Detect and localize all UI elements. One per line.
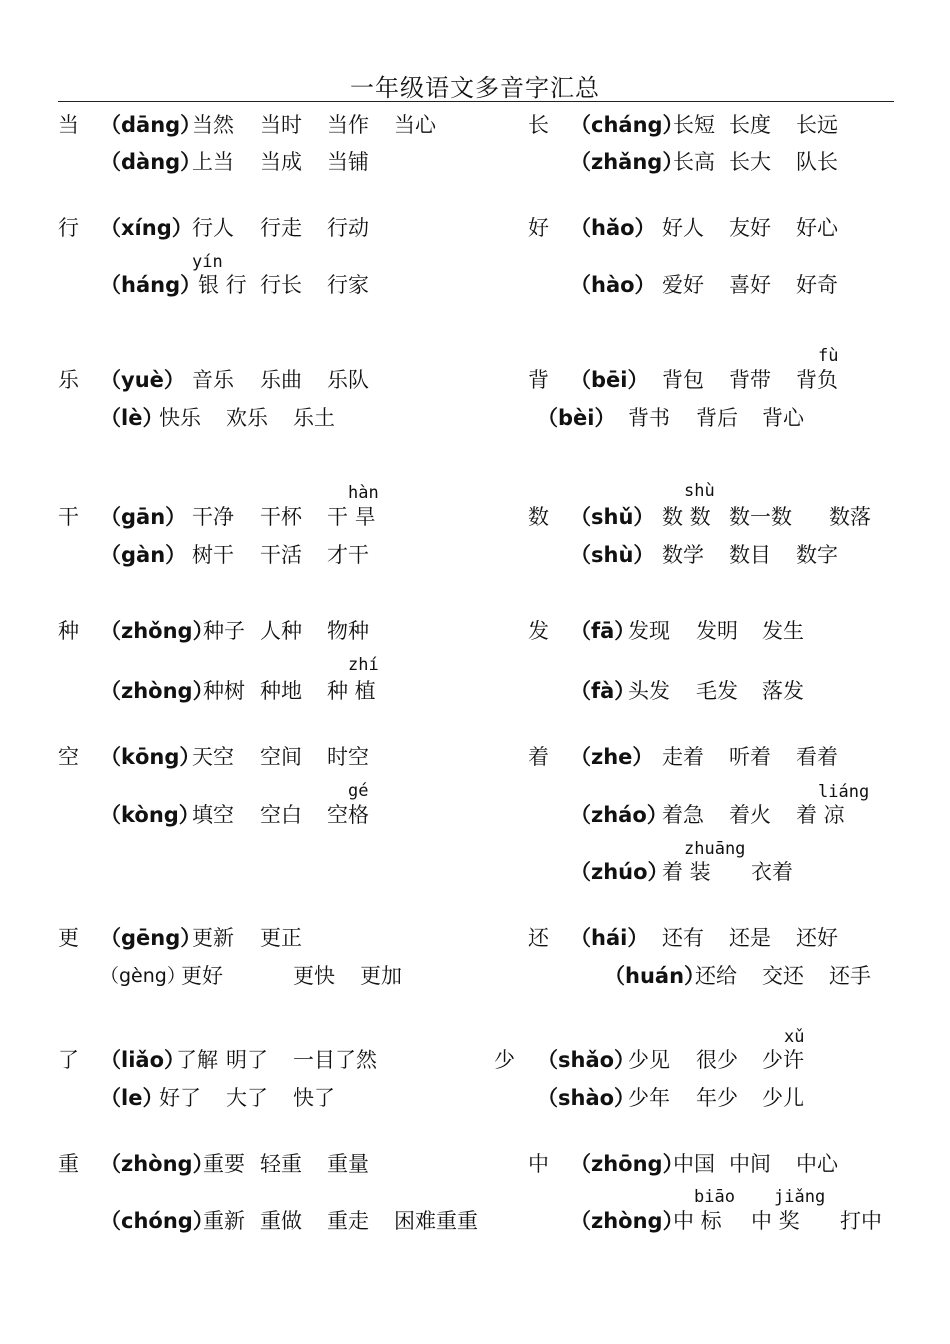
entry-row: [0, 270, 950, 300]
entry-pinyin: （gān）: [100, 505, 187, 529]
entry-word: 行长: [260, 273, 302, 297]
entry-word: 重量: [327, 1152, 369, 1176]
entry-pinyin: （shǎo）: [537, 1048, 636, 1072]
entry-row: [0, 857, 950, 887]
pinyin-annotation: shù: [684, 481, 715, 501]
entry-word: 行动: [327, 216, 369, 240]
entry-word: 更正: [260, 926, 302, 950]
entry-word: 当成: [260, 150, 302, 174]
entry-word: 交还: [762, 964, 804, 988]
entry-word: 头发: [628, 679, 670, 703]
entry-word: 数目: [729, 543, 771, 567]
entry-word: 好了: [159, 1086, 201, 1110]
entry-row: [0, 365, 950, 395]
entry-word: 音乐: [192, 368, 234, 392]
entry-pinyin: （shù）: [570, 543, 655, 567]
entry-word: 天空: [192, 745, 234, 769]
entry-word: 数 数: [662, 505, 711, 529]
entry-word: 空间: [260, 745, 302, 769]
entry-word: 还手: [829, 964, 871, 988]
entry-pinyin: （dāng）: [100, 113, 202, 137]
entry-word: 人种: [260, 619, 302, 643]
entry-word: 银 行: [198, 273, 247, 297]
entry-word: 才干: [327, 543, 369, 567]
entry-word: 着 凉: [796, 803, 845, 827]
entry-word: 重做: [260, 1209, 302, 1233]
entry-word: 好心: [796, 216, 838, 240]
entry-word: 少见: [628, 1048, 670, 1072]
entry-word: 重要: [203, 1152, 245, 1176]
entry-char: 干: [58, 505, 79, 529]
entry-pinyin: （bèi）: [537, 406, 616, 430]
entry-word: 长远: [796, 113, 838, 137]
entry-char: 更: [58, 926, 79, 950]
page-title: 一年级语文多音字汇总: [350, 74, 600, 102]
entry-char: 行: [58, 216, 79, 240]
entry-word: 空白: [260, 803, 302, 827]
entry-word: 干 旱: [327, 505, 376, 529]
entry-word: 当心: [394, 113, 436, 137]
entry-word: 明了: [226, 1048, 268, 1072]
entry-word: 行走: [260, 216, 302, 240]
entry-word: 好人: [662, 216, 704, 240]
entry-pinyin: （zhòng）: [570, 1209, 684, 1233]
entry-pinyin: （kòng）: [100, 803, 200, 827]
entry-row: [0, 676, 950, 706]
entry-word: 着 装: [662, 860, 711, 884]
entry-word: 行家: [327, 273, 369, 297]
entry-word: 种树: [203, 679, 245, 703]
entry-row: [0, 1045, 950, 1075]
entry-row: [0, 540, 950, 570]
entry-word: 队长: [796, 150, 838, 174]
pinyin-annotation: zhuāng: [684, 839, 746, 859]
title-underline: [58, 101, 894, 102]
entry-word: 当然: [192, 113, 234, 137]
entry-pinyin: （fà）: [570, 679, 636, 703]
entry-word: 数落: [829, 505, 871, 529]
entry-word: 喜好: [729, 273, 771, 297]
entry-char: 当: [58, 113, 79, 137]
entry-word: 更新: [192, 926, 234, 950]
entry-pinyin: （le）: [100, 1086, 164, 1110]
entry-char: 背: [528, 368, 549, 392]
entry-pinyin: （zhǎng）: [570, 150, 684, 174]
entry-char: 发: [528, 619, 549, 643]
entry-word: 困难重重: [394, 1209, 478, 1233]
pinyin-annotation: xǔ: [784, 1027, 805, 1047]
entry-word: 种 植: [327, 679, 376, 703]
pinyin-annotation: liáng: [818, 782, 870, 802]
entry-word: 爱好: [662, 273, 704, 297]
entry-row: [0, 147, 950, 177]
entry-row: [0, 502, 950, 532]
entry-pinyin: （fā）: [570, 619, 636, 643]
entry-word: 友好: [729, 216, 771, 240]
entry-word: 背后: [696, 406, 738, 430]
entry-word: 还好: [796, 926, 838, 950]
entry-word: 当时: [260, 113, 302, 137]
pinyin-annotation: hàn: [348, 483, 379, 503]
entry-word: 中 奖: [751, 1209, 800, 1233]
pinyin-annotation: zhí: [348, 655, 379, 675]
entry-row: [0, 213, 950, 243]
entry-word: 了解: [176, 1048, 218, 1072]
entry-word: 树干: [192, 543, 234, 567]
entry-word: 干净: [192, 505, 234, 529]
entry-word: 欢乐: [226, 406, 268, 430]
entry-word: 还给: [695, 964, 737, 988]
entry-pinyin: （chóng）: [100, 1209, 214, 1233]
entry-word: 种地: [260, 679, 302, 703]
entry-word: 看着: [796, 745, 838, 769]
entry-char: 了: [58, 1048, 79, 1072]
entry-pinyin: （zhòng）: [100, 1152, 214, 1176]
entry-char: 空: [58, 745, 79, 769]
entry-word: 数学: [662, 543, 704, 567]
entry-pinyin: （liǎo）: [100, 1048, 185, 1072]
entry-row: [0, 923, 950, 953]
entry-char: 种: [58, 619, 79, 643]
entry-word: 衣着: [751, 860, 793, 884]
entry-pinyin: （zhǒng）: [100, 619, 214, 643]
entry-char: 少: [494, 1048, 515, 1072]
pinyin-annotation: gé: [348, 781, 369, 801]
entry-char: 乐: [58, 368, 79, 392]
entry-word: 数一数: [729, 505, 792, 529]
entry-word: 背书: [628, 406, 670, 430]
entry-pinyin: （bēi）: [570, 368, 649, 392]
entry-pinyin: （hǎo）: [570, 216, 656, 240]
entry-word: 轻重: [260, 1152, 302, 1176]
entry-word: 干活: [260, 543, 302, 567]
entry-row: [0, 742, 950, 772]
entry-char: 长: [528, 113, 549, 137]
entry-word: 中国: [673, 1152, 715, 1176]
entry-word: 着火: [729, 803, 771, 827]
entry-word: 少年: [628, 1086, 670, 1110]
entry-word: 很少: [696, 1048, 738, 1072]
entry-word: 发现: [628, 619, 670, 643]
entry-word: 背心: [762, 406, 804, 430]
entry-char: 着: [528, 745, 549, 769]
entry-word: 一目了然: [293, 1048, 377, 1072]
entry-char: 数: [528, 505, 549, 529]
entry-word: 更好: [181, 964, 223, 988]
entry-char: 重: [58, 1152, 79, 1176]
entry-word: 年少: [696, 1086, 738, 1110]
entry-pinyin: （gèng）: [100, 965, 186, 987]
entry-pinyin: （gēng）: [100, 926, 202, 950]
entry-pinyin: （cháng）: [570, 113, 684, 137]
entry-word: 快了: [293, 1086, 335, 1110]
entry-word: 更加: [360, 964, 402, 988]
entry-char: 还: [528, 926, 549, 950]
entry-pinyin: （háng）: [100, 273, 202, 297]
pinyin-annotation: fù: [818, 346, 839, 366]
entry-word: 快乐: [159, 406, 201, 430]
pinyin-annotation: jiǎng: [774, 1187, 826, 1207]
entry-word: 行人: [192, 216, 234, 240]
entry-word: 长度: [729, 113, 771, 137]
entry-word: 乐土: [293, 406, 335, 430]
entry-word: 听着: [729, 745, 771, 769]
entry-word: 当铺: [327, 150, 369, 174]
entry-pinyin: （shǔ）: [570, 505, 655, 529]
entry-pinyin: （zhòng）: [100, 679, 214, 703]
entry-pinyin: （zhúo）: [570, 860, 669, 884]
entry-word: 空格: [327, 803, 369, 827]
entry-word: 干杯: [260, 505, 302, 529]
entry-word: 数字: [796, 543, 838, 567]
entry-word: 发生: [762, 619, 804, 643]
entry-word: 毛发: [696, 679, 738, 703]
entry-char: 好: [528, 216, 549, 240]
entry-word: 着急: [662, 803, 704, 827]
entry-row: [0, 110, 950, 140]
entry-row: [0, 961, 950, 991]
entry-word: 乐曲: [260, 368, 302, 392]
entry-row: [0, 1083, 950, 1113]
entry-pinyin: （zhōng）: [570, 1152, 684, 1176]
entry-word: 长大: [729, 150, 771, 174]
entry-word: 走着: [662, 745, 704, 769]
entry-char: 中: [528, 1152, 549, 1176]
entry-word: 种子: [203, 619, 245, 643]
entry-word: 长短: [673, 113, 715, 137]
entry-word: 落发: [762, 679, 804, 703]
entry-row: [0, 616, 950, 646]
entry-word: 上当: [192, 150, 234, 174]
entry-word: 中 标: [673, 1209, 722, 1233]
entry-word: 打中: [840, 1209, 882, 1233]
entry-pinyin: （lè）: [100, 406, 164, 430]
entry-word: 中间: [729, 1152, 771, 1176]
entry-pinyin: （dàng）: [100, 150, 202, 174]
entry-pinyin: （yuè）: [100, 368, 185, 392]
entry-row: [0, 800, 950, 830]
entry-pinyin: （kōng）: [100, 745, 201, 769]
entry-pinyin: （xíng）: [100, 216, 193, 240]
entry-word: 重新: [203, 1209, 245, 1233]
entry-pinyin: （shào）: [537, 1086, 636, 1110]
entry-word: 物种: [327, 619, 369, 643]
entry-row: [0, 403, 950, 433]
entry-word: 少许: [762, 1048, 804, 1072]
entry-word: 重走: [327, 1209, 369, 1233]
entry-word: 少儿: [762, 1086, 804, 1110]
entry-pinyin: （zhe）: [570, 745, 654, 769]
entry-word: 背包: [662, 368, 704, 392]
entry-word: 好奇: [796, 273, 838, 297]
entry-word: 大了: [226, 1086, 268, 1110]
entry-word: 填空: [192, 803, 234, 827]
entry-word: 更快: [293, 964, 335, 988]
entry-word: 当作: [327, 113, 369, 137]
entry-row: [0, 1149, 950, 1179]
entry-pinyin: （zháo）: [570, 803, 668, 827]
entry-word: 时空: [327, 745, 369, 769]
entry-word: 背负: [796, 368, 838, 392]
entry-word: 还有: [662, 926, 704, 950]
entry-pinyin: （hào）: [570, 273, 656, 297]
entry-word: 还是: [729, 926, 771, 950]
entry-word: 乐队: [327, 368, 369, 392]
entry-pinyin: （gàn）: [100, 543, 187, 567]
pinyin-annotation: biāo: [694, 1187, 735, 1207]
entry-word: 发明: [696, 619, 738, 643]
pinyin-annotation: yín: [192, 252, 223, 272]
entry-word: 中心: [796, 1152, 838, 1176]
entry-pinyin: （hái）: [570, 926, 649, 950]
entry-pinyin: （huán）: [604, 964, 706, 988]
entry-word: 长高: [673, 150, 715, 174]
entry-word: 背带: [729, 368, 771, 392]
entry-row: [0, 1206, 950, 1236]
